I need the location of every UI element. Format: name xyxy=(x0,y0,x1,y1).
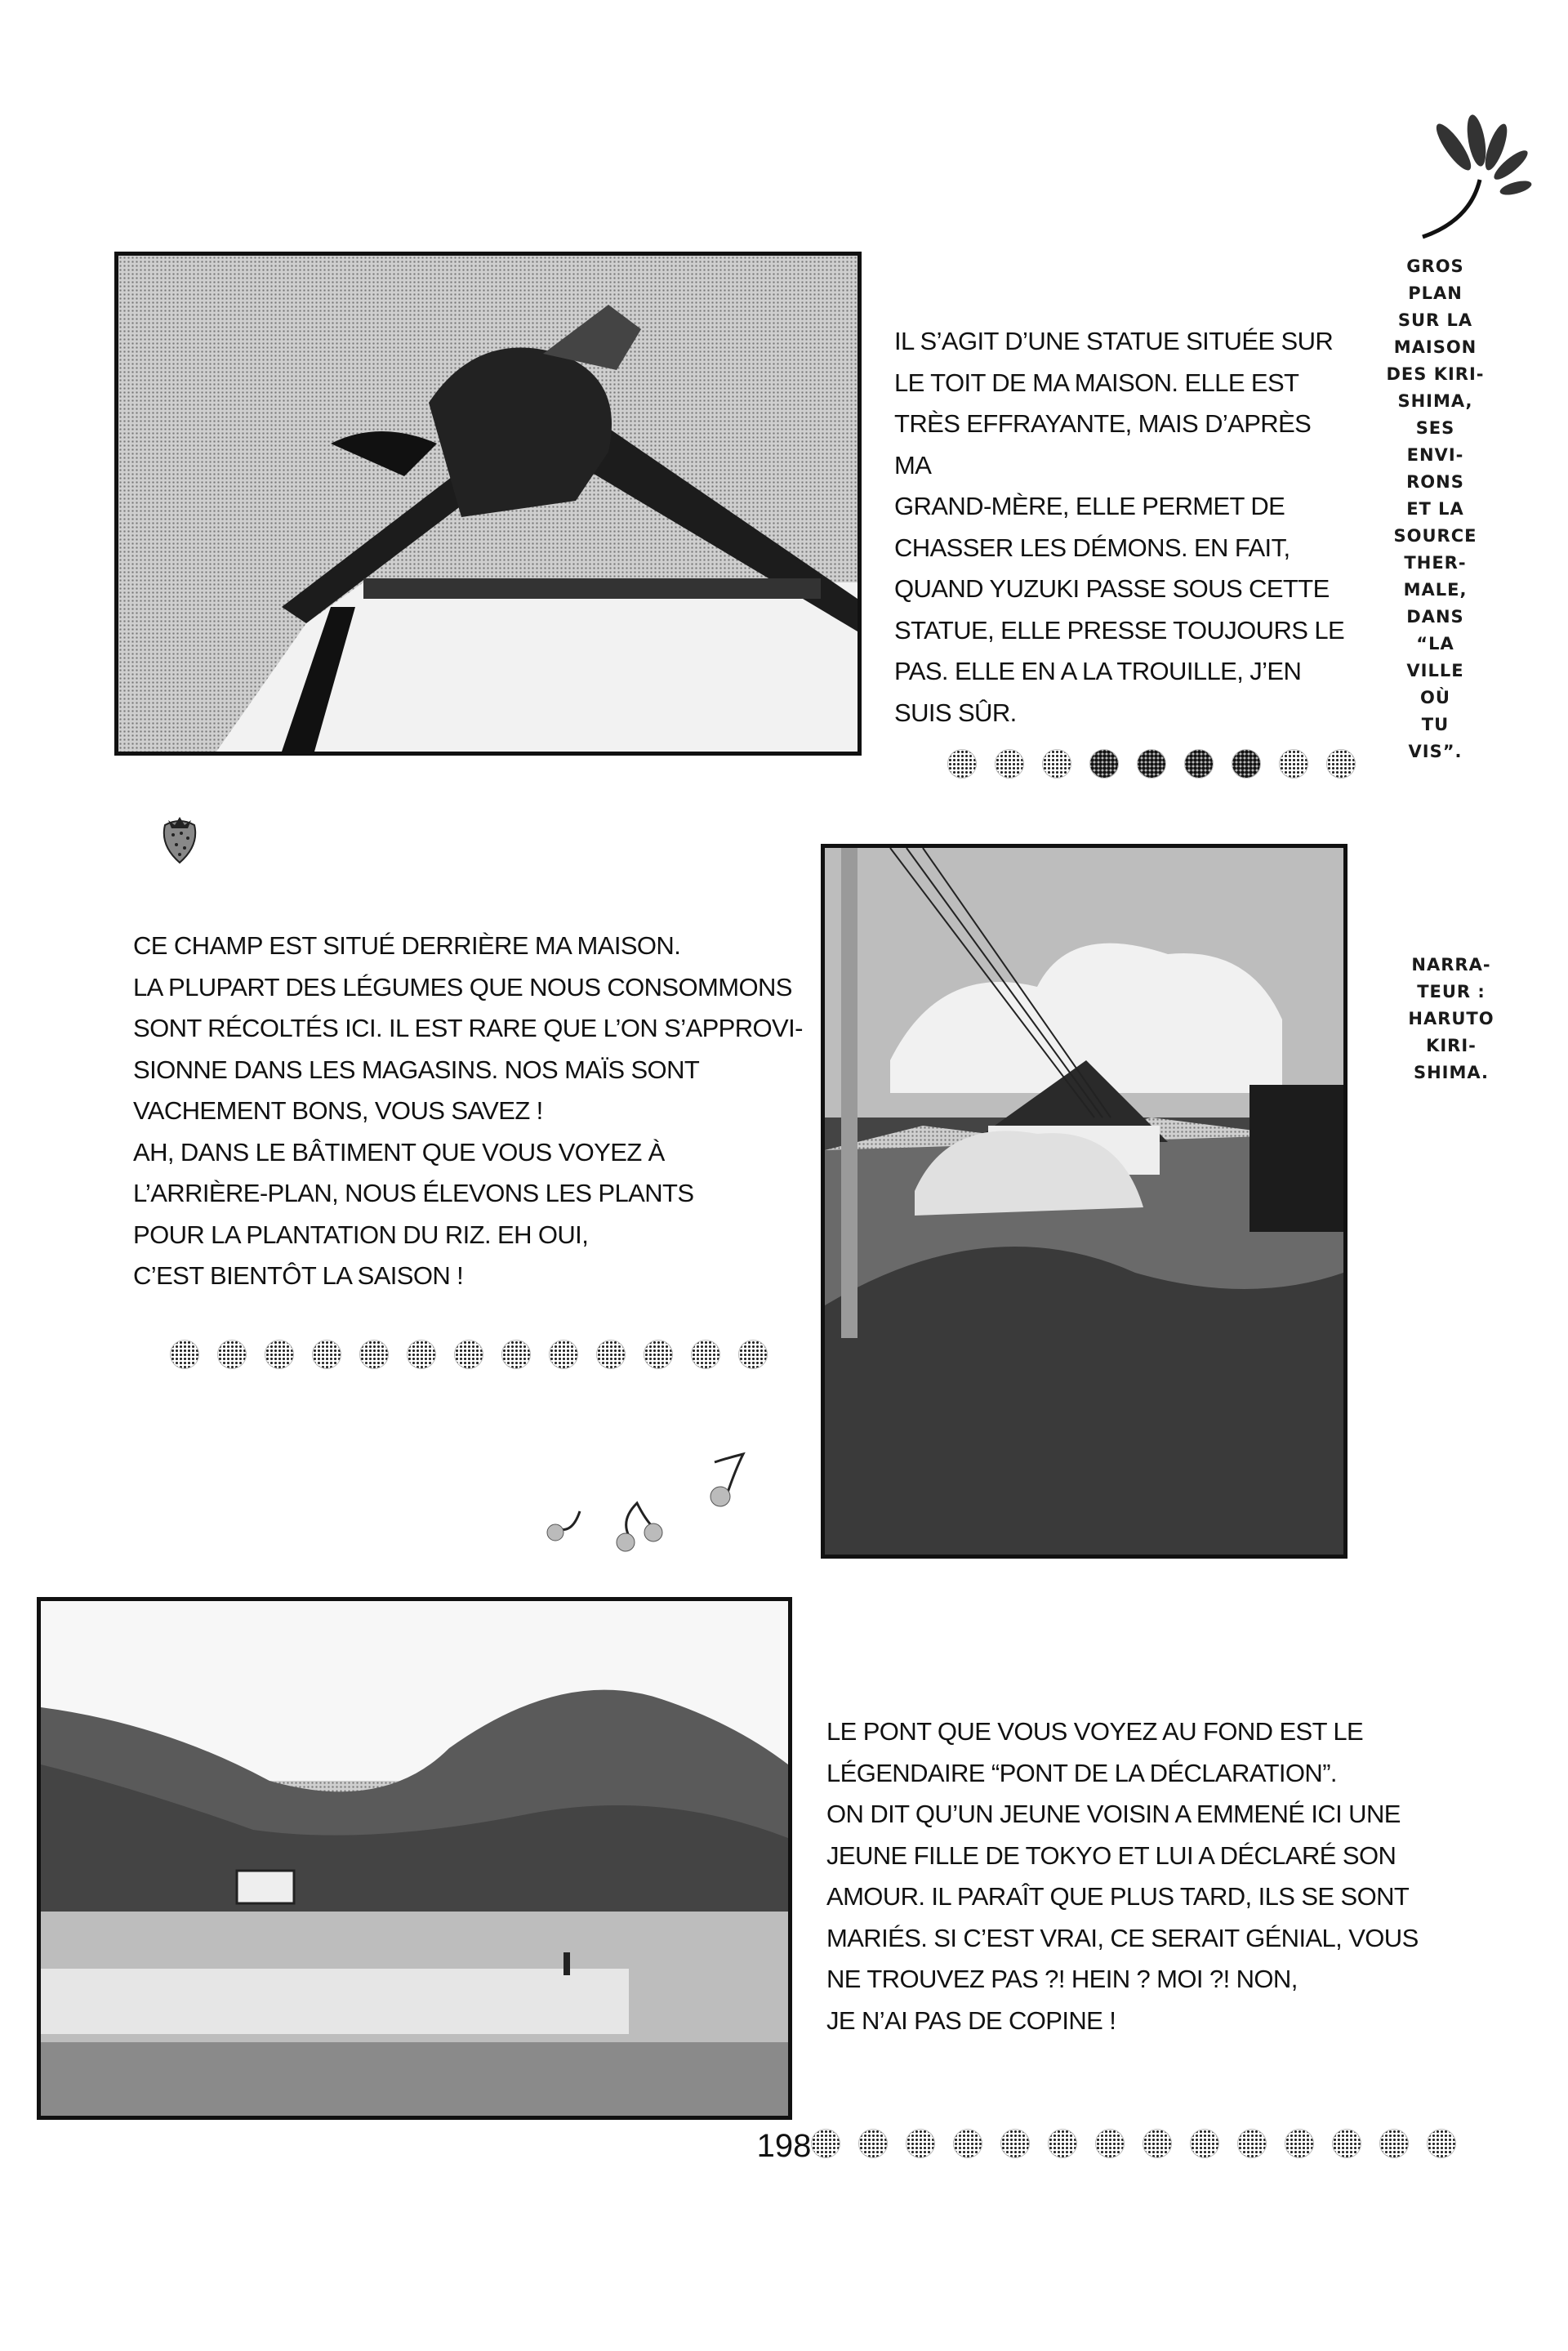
landscape-photo xyxy=(37,1597,792,2120)
statue-photo xyxy=(114,252,862,756)
dot xyxy=(454,1340,483,1369)
dot xyxy=(312,1340,341,1369)
dot xyxy=(359,1340,389,1369)
dot xyxy=(407,1340,436,1369)
dot xyxy=(947,749,977,778)
dot xyxy=(644,1340,673,1369)
dot xyxy=(1184,749,1214,778)
dot xyxy=(170,1340,199,1369)
house-closeup-caption: GROS PLAN SUR LA MAISON DES KIRI- SHIMA, SES ENVI- RONS ET LA SOURCE THER- MALE, DANS “LA VILLE OÙ TU VIS”. xyxy=(1386,257,1485,761)
dot xyxy=(596,1340,626,1369)
flower-icon xyxy=(1405,114,1535,245)
dot xyxy=(738,1340,768,1369)
dot xyxy=(691,1340,720,1369)
dot xyxy=(1137,749,1166,778)
dot xyxy=(1326,749,1356,778)
dot xyxy=(501,1340,531,1369)
field-text: CE CHAMP EST SITUÉ DERRIÈRE MA MAISON. LA PLUPART DES LÉGUMES QUE NOUS CONSOMMONS SONT RÉCOLTÉS ICI. IL EST RARE QUE L’ON S’APPROVI- SIONNE DANS LES MAGASINS. NOS MAÏS SONT VACHEMENT BONS, VOUS SAVEZ ! AH, DANS LE BÂTIMENT QUE VOUS VOYEZ À L’ARRIÈRE-PLAN, NOUS ÉLEVONS LES PLANTS POUR LA PLANTATION DU RIZ. EH OUI, C’EST BIENTÔT LA SAISON ! xyxy=(133,931,803,1290)
dot xyxy=(995,749,1024,778)
dot xyxy=(1232,749,1261,778)
dot xyxy=(265,1340,294,1369)
dot xyxy=(217,1340,247,1369)
strawberry-icon xyxy=(155,809,204,866)
cherries-icon xyxy=(539,1446,760,1560)
dot xyxy=(1089,749,1119,778)
statue-text: IL S’AGIT D’UNE STATUE SITUÉE SUR LE TOIT DE MA MAISON. ELLE EST TRÈS EFFRAYANTE, MAIS D’APRÈS MA GRAND-MÈRE, ELLE PERMET DE CHASSER LES DÉMONS. EN FAIT, QUAND YUZUKI PASSE SOUS CETTE STATUE, ELLE PRESSE TOUJOURS LE PAS. ELLE EN A LA TROUILLE, J’EN SUIS SÛR. xyxy=(894,327,1345,727)
separator-dots-1 xyxy=(947,749,1356,778)
dot xyxy=(1042,749,1071,778)
dot xyxy=(1279,749,1308,778)
dot xyxy=(549,1340,578,1369)
page-number: 198 xyxy=(756,2128,812,2164)
separator-dots-2 xyxy=(170,1340,768,1369)
field-photo xyxy=(821,844,1348,1559)
narrator-caption: NARRA- TEUR : HARUTO KIRI- SHIMA. xyxy=(1408,955,1494,1082)
bridge-text: LE PONT QUE VOUS VOYEZ AU FOND EST LE LÉGENDAIRE “PONT DE LA DÉCLARATION”. ON DIT QU’UN JEUNE VOISIN A EMMENÉ ICI UNE JEUNE FILLE DE TOKYO ET LUI A DÉCLARÉ SON AMOUR. IL PARAÎT QUE PLUS TARD, ILS SE SONT MARIÉS. SI C’EST VRAI, CE SERAIT GÉNIAL, VOUS NE TROUVEZ PAS ?! HEIN ? MOI ?! NON, JE N’AI PAS DE COPINE ! xyxy=(826,1717,1419,2035)
